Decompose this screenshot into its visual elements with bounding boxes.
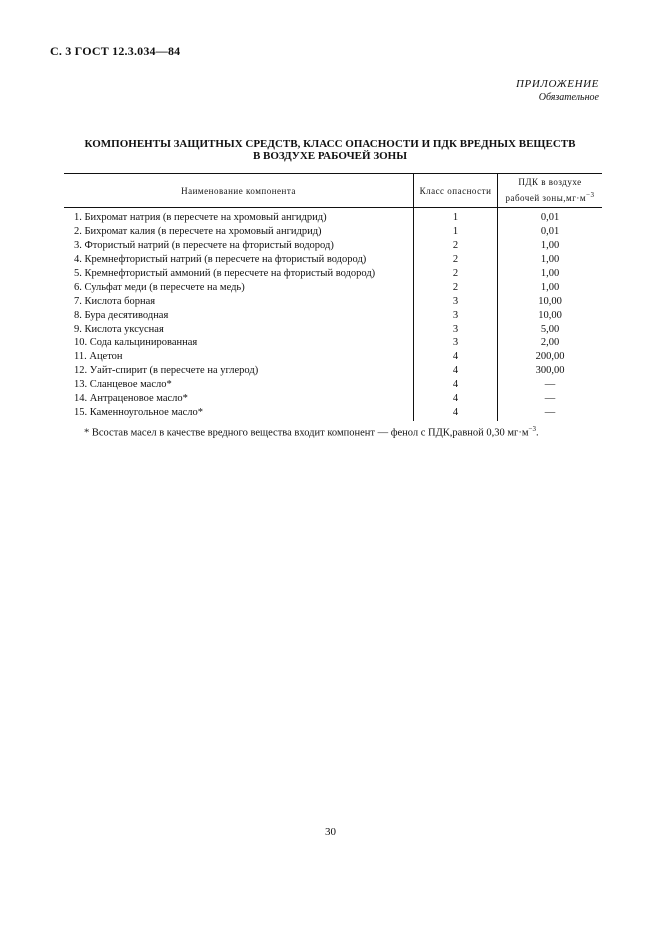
- document-title-line2: В ВОЗДУХЕ РАБОЧЕЙ ЗОНЫ: [252, 150, 408, 162]
- footnote-text: * Всостав масел в качестве вредного вещества входит компонент — фенол с ПДК,равной 0,30 мг·м: [84, 427, 529, 439]
- table-header-row: [64, 174, 602, 208]
- hazard-class-cell: 4: [414, 392, 498, 406]
- table-row: [64, 225, 602, 239]
- footnote-exponent: −3: [528, 425, 536, 433]
- table-row: [64, 208, 602, 225]
- hazard-class-cell: 2: [414, 239, 498, 253]
- hazard-class-cell: 3: [414, 294, 498, 308]
- component-name-cell: 15. Каменноугольное масло*: [74, 406, 204, 418]
- table-row: [64, 392, 602, 406]
- column-header-class: Класс опасности: [414, 174, 498, 208]
- hazard-class-cell: 3: [414, 336, 498, 350]
- hazard-class-cell: 4: [414, 378, 498, 392]
- table-row: [64, 405, 602, 421]
- pdk-value-cell: 1,00: [498, 267, 603, 281]
- table-body: [64, 208, 602, 422]
- hazard-class-cell: 2: [414, 253, 498, 267]
- pdk-value-cell: —: [498, 392, 603, 406]
- pdk-value-cell: 0,01: [498, 208, 603, 225]
- pdk-value-cell: —: [498, 378, 603, 392]
- component-name-cell: 4. Кремнефтористый натрий (в пересчете на фтористый водород): [74, 254, 367, 266]
- table-row: [64, 267, 602, 281]
- table-row: [64, 350, 602, 364]
- hazard-class-cell: 4: [414, 350, 498, 364]
- table-row: [64, 280, 602, 294]
- pdk-header-line1: ПДК в воздухе: [518, 177, 582, 187]
- table-row: [64, 308, 602, 322]
- pdk-value-cell: 1,00: [498, 239, 603, 253]
- footnote-end: .: [535, 427, 539, 439]
- table-row: [64, 336, 602, 350]
- pdk-header-line2: рабочей зоны,мг·м: [505, 193, 587, 203]
- pdk-value-cell: —: [498, 405, 603, 421]
- hazard-class-cell: 1: [414, 225, 498, 239]
- components-table: [64, 173, 602, 421]
- footnote: [84, 425, 604, 439]
- pdk-value-cell: 10,00: [498, 294, 603, 308]
- column-header-name: Наименование компонента: [64, 174, 414, 208]
- table-row: [64, 364, 602, 378]
- component-name-cell: 6. Сульфат меди (в пересчете на медь): [74, 281, 245, 293]
- component-name-cell: 11. Ацетон: [74, 351, 123, 363]
- component-name-cell: 5. Кремнефтористый аммоний (в пересчете на фтористый водород): [74, 268, 376, 279]
- component-name-cell: 12. Уайт-спирит (в пересчете на углерод): [74, 365, 259, 377]
- document-title: [60, 138, 600, 162]
- page-number: 30: [325, 826, 336, 838]
- hazard-class-cell: 2: [414, 267, 498, 281]
- appendix-title: ПРИЛОЖЕНИЕ: [516, 78, 599, 90]
- pdk-value-cell: 10,00: [498, 308, 603, 322]
- appendix-subtitle: Обязательное: [538, 92, 599, 103]
- component-name-cell: 1. Бихромат натрия (в пересчете на хромовый ангидрид): [74, 212, 327, 224]
- document-title-line1: КОМПОНЕНТЫ ЗАЩИТНЫХ СРЕДСТВ, КЛАСС ОПАСНОСТИ И ПДК ВРЕДНЫХ ВЕЩЕСТВ: [84, 138, 576, 150]
- pdk-value-cell: 2,00: [498, 336, 603, 350]
- appendix-label: [516, 78, 599, 104]
- component-name-cell: 2. Бихромат калия (в пересчете на хромовый ангидрид): [74, 226, 322, 238]
- table-row: [64, 239, 602, 253]
- pdk-value-cell: 1,00: [498, 253, 603, 267]
- pdk-value-cell: 1,00: [498, 280, 603, 294]
- pdk-value-cell: 200,00: [498, 350, 603, 364]
- hazard-class-cell: 4: [414, 405, 498, 421]
- component-name-cell: 8. Бура десятиводная: [74, 309, 169, 321]
- pdk-value-cell: 5,00: [498, 322, 603, 336]
- component-name-cell: 9. Кислота уксусная: [74, 323, 164, 335]
- hazard-class-cell: 3: [414, 308, 498, 322]
- table-row: [64, 253, 602, 267]
- pdk-header-exponent: −3: [586, 191, 595, 199]
- column-header-pdk: [498, 174, 603, 208]
- table-row: [64, 322, 602, 336]
- hazard-class-cell: 3: [414, 322, 498, 336]
- pdk-value-cell: 300,00: [498, 364, 603, 378]
- hazard-class-cell: 1: [414, 208, 498, 225]
- component-name-cell: 13. Сланцевое масло*: [74, 379, 172, 391]
- hazard-class-cell: 2: [414, 280, 498, 294]
- component-name-cell: 14. Антраценовое масло*: [74, 393, 188, 405]
- component-name-cell: 7. Кислота борная: [74, 295, 156, 307]
- table-row: [64, 294, 602, 308]
- pdk-value-cell: 0,01: [498, 225, 603, 239]
- component-name-cell: 10. Сода кальцинированная: [74, 337, 198, 349]
- hazard-class-cell: 4: [414, 364, 498, 378]
- page-header: С. 3 ГОСТ 12.3.034—84: [50, 44, 181, 58]
- component-name-cell: 3. Фтористый натрий (в пересчете на фтористый водород): [74, 240, 334, 252]
- table-row: [64, 378, 602, 392]
